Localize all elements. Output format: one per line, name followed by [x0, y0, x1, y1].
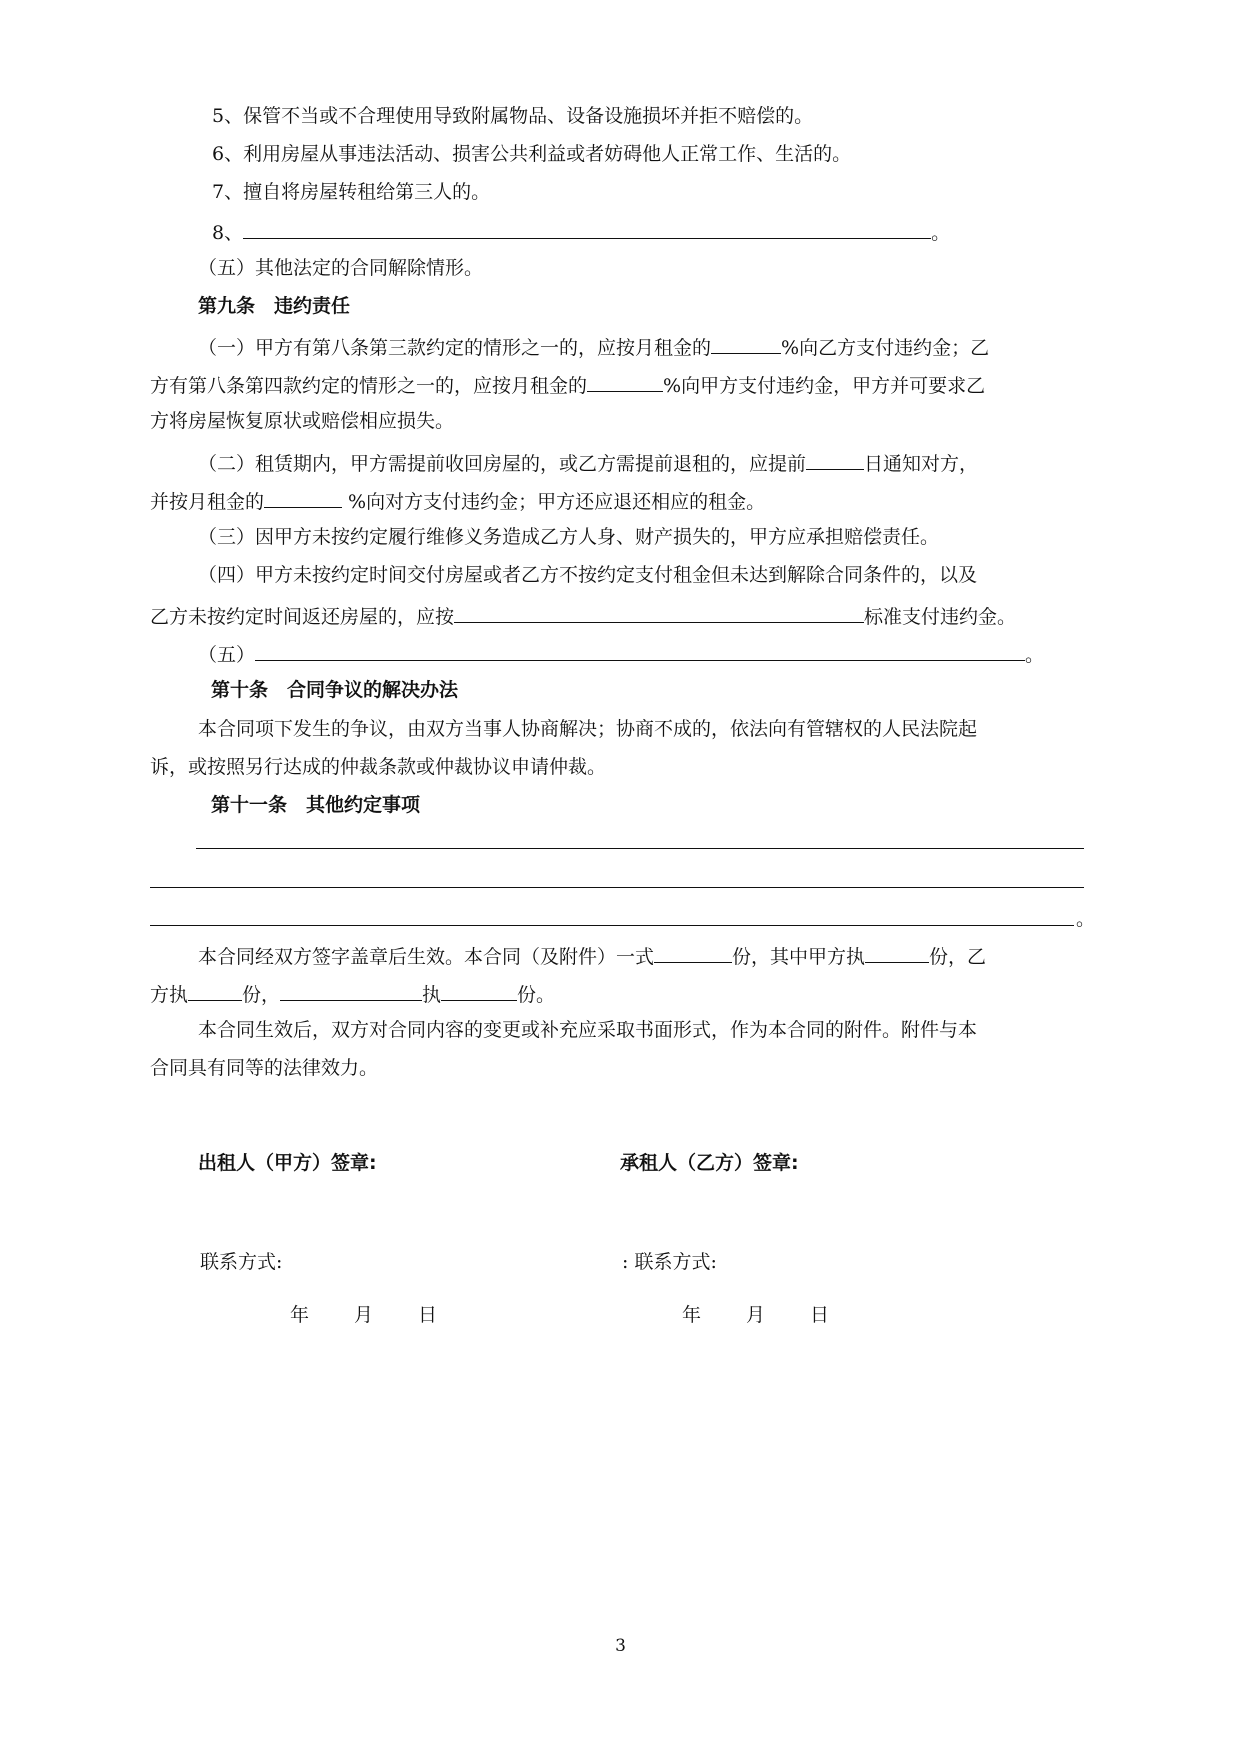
article-9-p3: （三）因甲方未按约定履行维修义务造成乙方人身、财产损失的，甲方应承担赔偿责任。	[198, 526, 940, 548]
blank-field[interactable]	[264, 490, 342, 508]
lessor-date-year: 年	[290, 1304, 310, 1326]
termination-item-5: 5、保管不当或不合理使用导致附属物品、设备设施损坏并拒不赔偿的。	[212, 105, 814, 127]
text: （一）甲方有第八条第三款约定的情形之一的，应按月租金的	[198, 337, 712, 359]
blank-field[interactable]	[454, 605, 864, 623]
text: 标准支付违约金。	[864, 606, 1017, 628]
item-8-end: 。	[931, 222, 951, 244]
text: 方执	[150, 984, 189, 1006]
blank-field[interactable]	[255, 643, 1025, 661]
termination-item-6: 6、利用房屋从事违法活动、损害公共利益或者妨碍他人正常工作、生活的。	[212, 143, 852, 165]
text: 并按月租金的	[150, 491, 265, 513]
closing-p2-line2: 合同具有同等的法律效力。	[150, 1057, 379, 1079]
text: 日通知对方，	[864, 453, 979, 475]
article-9-p2-line1	[198, 452, 978, 474]
text: （五）	[198, 644, 256, 666]
text: 份，	[242, 984, 281, 1006]
text: %向对方支付违约金；甲方还应退还相应的租金。	[342, 491, 766, 513]
article-9-p1-line1	[198, 336, 989, 358]
article-9-p4-line1: （四）甲方未按约定时间交付房屋或者乙方不按约定支付租金但未达到解除合同条件的，以及	[198, 564, 978, 586]
blank-field[interactable]	[441, 983, 517, 1001]
lessee-date-month: 月	[746, 1304, 766, 1326]
article-9-heading: 第九条 违约责任	[198, 295, 351, 317]
text: 本合同经双方签字盖章后生效。本合同（及附件）一式	[198, 946, 655, 968]
closing-p2-line1: 本合同生效后，双方对合同内容的变更或补充应采取书面形式，作为本合同的附件。附件与本	[198, 1019, 978, 1041]
text: 。	[1025, 644, 1045, 666]
blank-field[interactable]	[654, 945, 732, 963]
blank-field[interactable]	[188, 983, 242, 1001]
blank-field[interactable]	[865, 945, 929, 963]
text: 执	[422, 984, 442, 1006]
closing-p1-line1	[198, 945, 986, 967]
blank-field[interactable]	[587, 374, 663, 392]
lessor-date-day: 日	[418, 1304, 438, 1326]
lessor-date-month: 月	[354, 1304, 374, 1326]
blank-field[interactable]	[806, 452, 864, 470]
lessee-signature-label: 承租人（乙方）签章:	[620, 1152, 799, 1174]
text: （二）租赁期内，甲方需提前收回房屋的，或乙方需提前退租的，应提前	[198, 453, 807, 475]
text: 份，其中甲方执	[732, 946, 866, 968]
article-10-p1-line2: 诉，或按照另行达成的仲裁条款或仲裁协议申请仲裁。	[150, 756, 607, 778]
blank-line[interactable]	[150, 887, 1084, 888]
article-9-p5	[198, 643, 1044, 665]
blank-line[interactable]	[196, 848, 1084, 849]
text: 方有第八条第四款约定的情形之一的，应按月租金的	[150, 375, 588, 397]
termination-other: （五）其他法定的合同解除情形。	[198, 257, 484, 279]
article-9-p1-line3: 方将房屋恢复原状或赔偿相应损失。	[150, 410, 455, 432]
lessee-contact-label: : 联系方式:	[622, 1251, 717, 1273]
article-10-heading: 第十条 合同争议的解决办法	[211, 679, 459, 701]
blank-field[interactable]	[243, 221, 931, 239]
article-9-p2-line2	[150, 490, 765, 512]
lessee-date-year: 年	[682, 1304, 702, 1326]
termination-item-7: 7、擅自将房屋转租给第三人的。	[212, 181, 491, 203]
article-10-p1-line1: 本合同项下发生的争议，由双方当事人协商解决；协商不成的，依法向有管辖权的人民法院起	[198, 718, 978, 740]
article-9-p1-line2	[150, 374, 985, 396]
text: 乙方未按约定时间返还房屋的，应按	[150, 606, 455, 628]
article-11-heading: 第十一条 其他约定事项	[211, 794, 421, 816]
lessor-signature-label: 出租人（甲方）签章:	[198, 1152, 377, 1174]
item-8-prefix: 8、	[212, 222, 244, 244]
text: 份，乙	[929, 946, 987, 968]
text: 份。	[517, 984, 556, 1006]
blank-field[interactable]	[280, 983, 422, 1001]
text: %向甲方支付违约金，甲方并可要求乙	[663, 375, 986, 397]
blank-field[interactable]	[711, 336, 781, 354]
article-9-p4-line2	[150, 605, 1016, 627]
lessor-contact-label: 联系方式:	[200, 1251, 283, 1273]
closing-p1-line2	[150, 983, 555, 1005]
blank-line[interactable]	[150, 925, 1074, 926]
text: %向乙方支付违约金；乙	[781, 337, 990, 359]
page-number: 3	[615, 1636, 626, 1656]
lessee-date-day: 日	[810, 1304, 830, 1326]
termination-item-8	[212, 221, 950, 243]
article-11-end: 。	[1076, 908, 1096, 930]
